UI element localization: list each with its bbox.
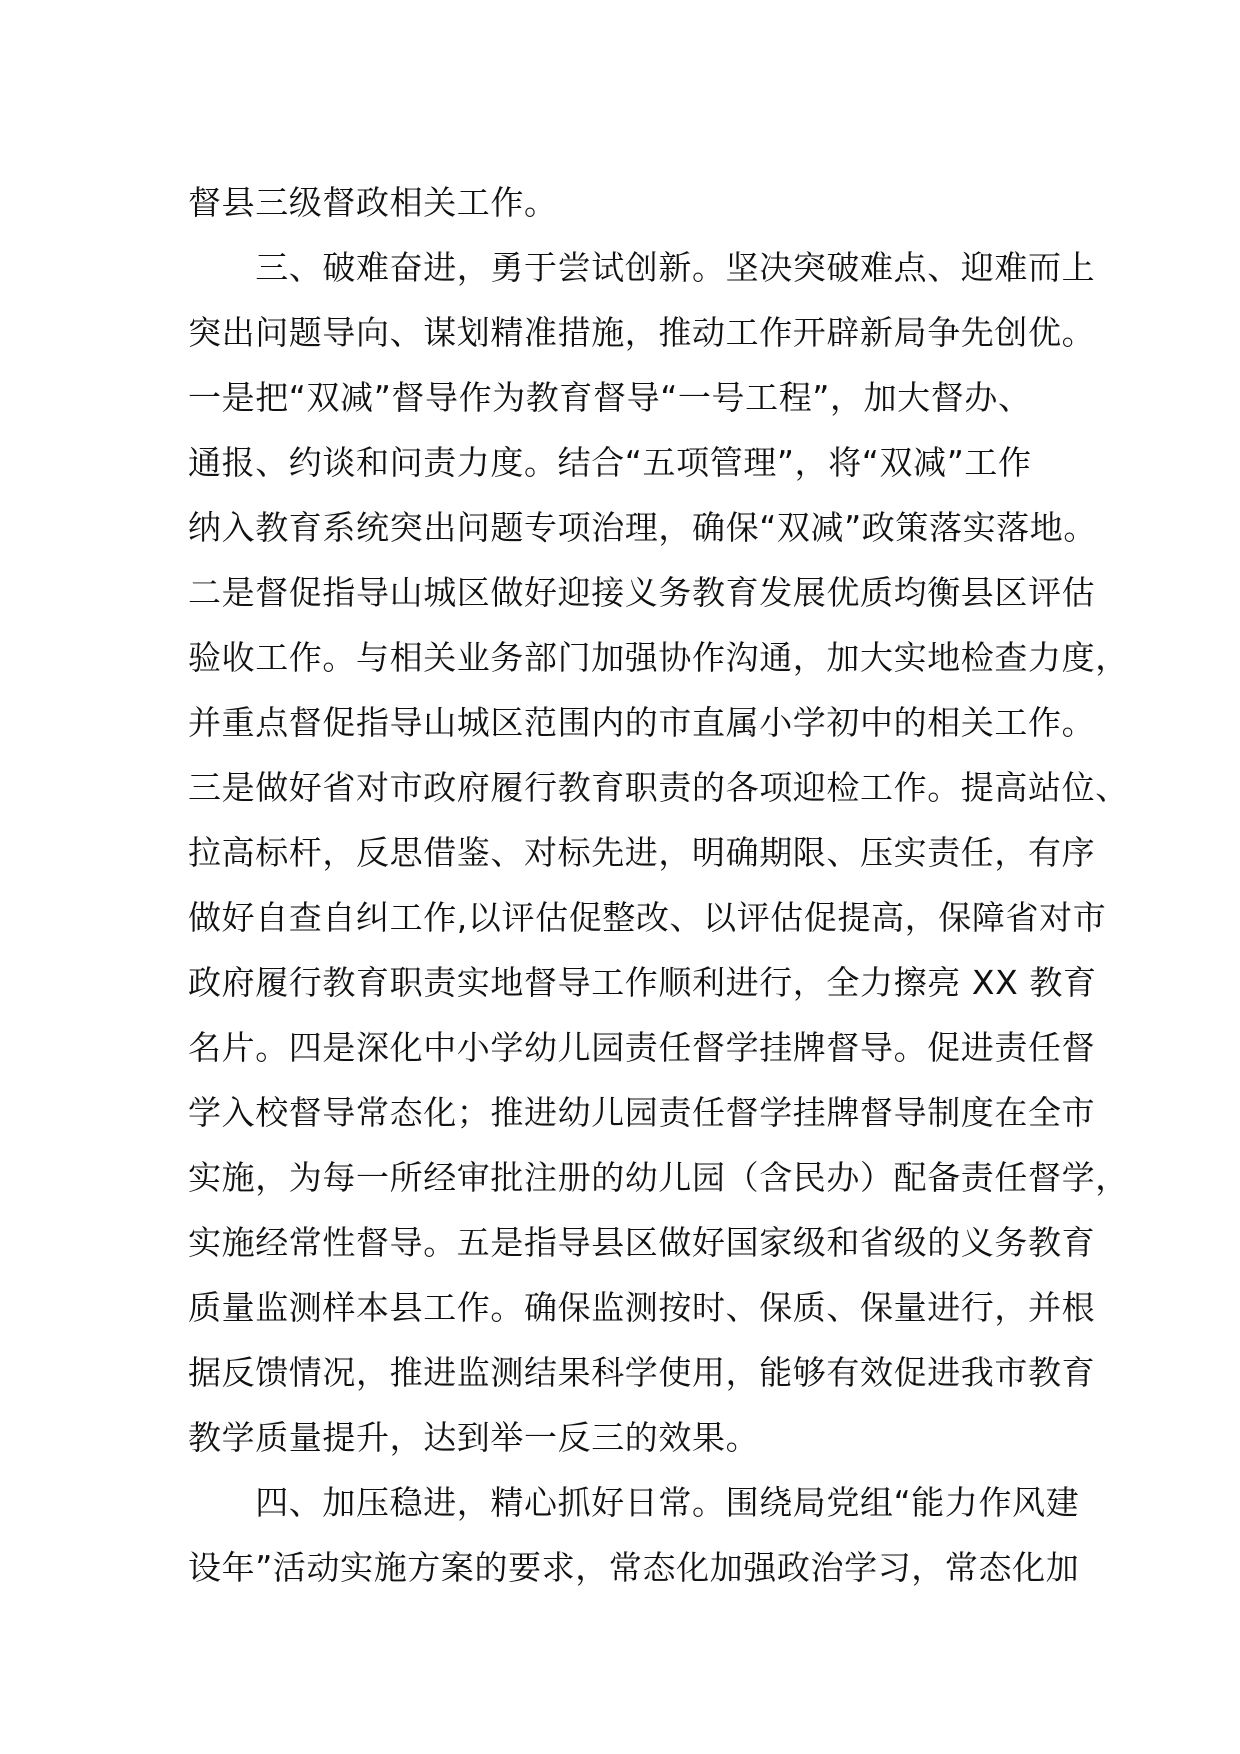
text-line: 三是做好省对市政府履行教育职责的各项迎检工作。提高站位、: [188, 768, 1129, 807]
text-line: 教学质量提升，达到举一反三的效果。: [188, 1418, 760, 1457]
text-line: 纳入教育系统突出问题专项治理，确保“双减”政策落实落地。: [188, 508, 1097, 547]
text-line: 通报、约谈和问责力度。结合“五项管理”，将“双减”工作: [188, 443, 1032, 482]
text-line: 名片。四是深化中小学幼儿园责任督学挂牌督导。促进责任督: [188, 1028, 1096, 1067]
text-line: 实施，为每一所经审批注册的幼儿园（含民办）配备责任督学，: [188, 1158, 1129, 1197]
text-line: 做好自查自纠工作,以评估促整改、以评估促提高，保障省对市: [188, 898, 1107, 937]
body-text: [188, 170, 1129, 1600]
text-line: 学入校督导常态化；推进幼儿园责任督学挂牌督导制度在全市: [188, 1093, 1096, 1132]
text-line: 突出问题导向、谋划精准措施，推动工作开辟新局争先创优。: [188, 313, 1096, 352]
text-line: 一是把“双减”督导作为教育督导“一号工程”，加大督办、: [188, 378, 1032, 417]
text-line: 验收工作。与相关业务部门加强协作沟通，加大实地检查力度，: [188, 638, 1129, 677]
text-line: 三、破难奋进，勇于尝试创新。坚决突破难点、迎难而上: [188, 248, 1096, 287]
text-line: 督县三级督政相关工作。: [188, 183, 558, 222]
text-line: 拉高标杆，反思借鉴、对标先进，明确期限、压实责任，有序: [188, 833, 1096, 872]
text-line: 二是督促指导山城区做好迎接义务教育发展优质均衡县区评估: [188, 573, 1096, 612]
text-line: 质量监测样本县工作。确保监测按时、保质、保量进行，并根: [188, 1288, 1096, 1327]
text-line: 政府履行教育职责实地督导工作顺利进行，全力擦亮 XX 教育: [188, 963, 1097, 1002]
text-line: 据反馈情况，推进监测结果科学使用，能够有效促进我市教育: [188, 1353, 1096, 1392]
text-line: 实施经常性督导。五是指导县区做好国家级和省级的义务教育: [188, 1223, 1096, 1262]
text-line: 设年”活动实施方案的要求，常态化加强政治学习，常态化加: [188, 1548, 1080, 1587]
text-line: 四、加压稳进，精心抓好日常。围绕局党组“能力作风建: [188, 1483, 1080, 1522]
text-line: 并重点督促指导山城区范围内的市直属小学初中的相关工作。: [188, 703, 1096, 742]
